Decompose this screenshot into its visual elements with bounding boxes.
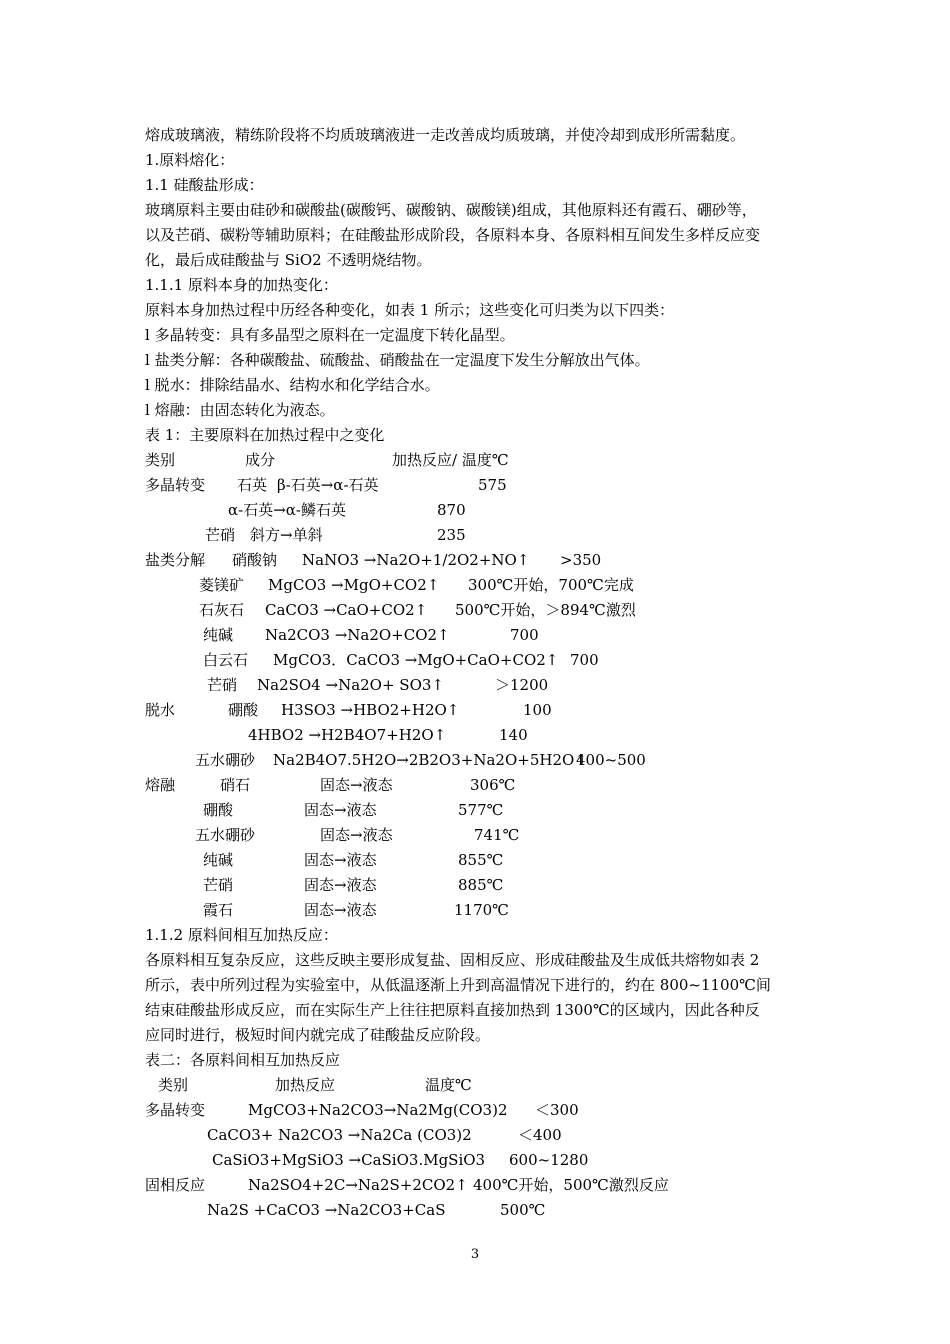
- table1-cell: 700: [570, 651, 599, 669]
- table1-cell: 固态→液态: [320, 826, 393, 844]
- table1-cell: 斜方→单斜: [250, 526, 323, 544]
- bullet-item: l 盐类分解：各种碳酸盐、硫酸盐、硝酸盐在一定温度下发生分解放出气体。: [145, 351, 650, 369]
- table1-cell: 固态→液态: [304, 876, 377, 894]
- bullet-item: l 脱水：排除结晶水、结构水和化学结合水。: [145, 376, 440, 394]
- heading-1-1: 1.1 硅酸盐形成：: [145, 176, 264, 194]
- heading-1-1-1: 1.1.1 原料本身的加热变化：: [145, 276, 338, 294]
- table2-cell: 400℃开始，500℃激烈反应: [473, 1176, 669, 1194]
- table1-cell: 五水硼砂: [195, 751, 256, 769]
- table2-cell: Na2SO4+2C→Na2S+2CO2↑: [248, 1176, 468, 1194]
- paragraph-line: 应同时进行，极短时间内就完成了硅酸盐反应阶段。: [145, 1026, 491, 1044]
- table1-cell: H3SO3 →HBO2+H2O↑: [281, 701, 460, 719]
- paragraph-line: 化，最后成硅酸盐与 SiO2 不透明烧结物。: [145, 251, 432, 269]
- table2-cell: ＜400: [518, 1126, 562, 1144]
- page-number: 3: [470, 1247, 480, 1262]
- table1-cell: 霞石: [203, 901, 234, 919]
- table1-cell: 芒硝: [203, 876, 234, 894]
- table1-cell: 白云石: [203, 651, 249, 669]
- paragraph-line: 所示，表中所列过程为实验室中，从低温逐渐上升到高温情况下进行的，约在 800~1100℃间: [145, 976, 771, 994]
- bullet-item: l 熔融：由固态转化为液态。: [145, 401, 335, 419]
- table1-cell: 4HBO2 →H2B4O7+H2O↑: [248, 726, 447, 744]
- table1-cell: 855℃: [458, 851, 504, 869]
- table2-cell: CaSiO3+MgSiO3 →CaSiO3.MgSiO3: [212, 1151, 486, 1169]
- table2-cell: MgCO3+Na2CO3→Na2Mg(CO3)2: [248, 1101, 508, 1119]
- table1-cell: 固态→液态: [304, 901, 377, 919]
- table2-cell: 固相反应: [145, 1176, 206, 1194]
- table1-cell: 870: [437, 501, 466, 519]
- table2-cell: ＜300: [535, 1101, 579, 1119]
- table1-cell: 固态→液态: [304, 851, 377, 869]
- table1-cell: 固态→液态: [320, 776, 393, 794]
- table1-cell: 885℃: [458, 876, 504, 894]
- table1-cell: 熔融: [145, 776, 176, 794]
- table1-header-category: 类别: [145, 451, 176, 469]
- table1-cell: 400~500: [576, 751, 646, 769]
- table1-cell: Na2CO3 →Na2O+CO2↑: [265, 626, 450, 644]
- paragraph-line: 各原料相互复杂反应，这些反映主要形成复盐、固相反应、形成硅酸盐及生成低共熔物如表 2: [145, 951, 760, 969]
- table1-cell: 300℃开始，700℃完成: [468, 576, 634, 594]
- table2-header-category: 类别: [158, 1076, 189, 1094]
- table1-cell: 硼酸: [228, 701, 259, 719]
- table1-cell: 盐类分解: [145, 551, 206, 569]
- table1-cell: 500℃开始，＞894℃激烈: [455, 601, 636, 619]
- heading-1: 1.原料熔化：: [145, 151, 235, 169]
- table1-cell: NaNO3 →Na2O+1/2O2+NO↑: [302, 551, 530, 569]
- table2-caption: 表二：各原料间相互加热反应: [145, 1051, 341, 1069]
- paragraph-line: 以及芒硝、碳粉等辅助原料；在硅酸盐形成阶段，各原料本身、各原料相互间发生多样反应变: [145, 226, 761, 244]
- table1-cell: CaCO3 →CaO+CO2↑: [265, 601, 428, 619]
- table2-cell: CaCO3+ Na2CO3 →Na2Ca (CO3)2: [207, 1126, 472, 1144]
- heading-1-1-2: 1.1.2 原料间相互加热反应：: [145, 926, 338, 944]
- paragraph-line: 玻璃原料主要由硅砂和碳酸盐(碳酸钙、碳酸钠、碳酸镁)组成，其他原料还有霞石、硼砂等，: [145, 201, 757, 219]
- table1-cell: Na2SO4 →Na2O+ SO3↑: [257, 676, 444, 694]
- table1-cell: 芒硝: [205, 526, 236, 544]
- table2-cell: 600~1280: [509, 1151, 589, 1169]
- table2-header-reaction: 加热反应: [275, 1076, 336, 1094]
- table2-cell: 多晶转变: [145, 1101, 206, 1119]
- table1-cell: 石英: [237, 476, 268, 494]
- table1-cell: 140: [499, 726, 528, 744]
- table1-cell: 577℃: [458, 801, 504, 819]
- table2-cell: 500℃: [500, 1201, 546, 1219]
- table1-cell: 1170℃: [454, 901, 509, 919]
- table1-cell: 多晶转变: [145, 476, 206, 494]
- table2-cell: Na2S +CaCO3 →Na2CO3+CaS: [207, 1201, 446, 1219]
- table1-cell: 石灰石: [199, 601, 245, 619]
- table1-cell: 100: [523, 701, 552, 719]
- table1-cell: 硝酸钠: [232, 551, 278, 569]
- table1-cell: Na2B4O7.5H2O→2B2O3+Na2O+5H2O↑: [273, 751, 587, 769]
- table1-cell: 纯碱: [203, 626, 234, 644]
- table1-cell: MgCO3．CaCO3 →MgO+CaO+CO2↑: [273, 651, 559, 669]
- table1-cell: 纯碱: [203, 851, 234, 869]
- table1-cell: MgCO3 →MgO+CO2↑: [268, 576, 440, 594]
- table1-cell: >350: [560, 551, 602, 569]
- table1-cell: 235: [437, 526, 466, 544]
- intro-text: 熔成玻璃液，精练阶段将不均质玻璃液进一走改善成均质玻璃，并使冷却到成形所需黏度。: [145, 126, 746, 144]
- table1-cell: 575: [478, 476, 507, 494]
- table1-cell: 741℃: [474, 826, 520, 844]
- table1-cell: α-石英→α-鳞石英: [228, 501, 346, 519]
- table1-cell: 硼酸: [203, 801, 234, 819]
- paragraph-line: 原料本身加热过程中历经各种变化，如表 1 所示；这些变化可归类为以下四类：: [145, 301, 675, 319]
- table1-header-reaction: 加热反应/ 温度℃: [392, 451, 509, 469]
- table1-cell: ＞1200: [495, 676, 549, 694]
- table1-header-component: 成分: [245, 451, 276, 469]
- bullet-item: l 多晶转变：具有多晶型之原料在一定温度下转化晶型。: [145, 326, 515, 344]
- table1-cell: 菱镁矿: [199, 576, 245, 594]
- table1-cell: 脱水: [145, 701, 176, 719]
- table1-cell: 五水硼砂: [195, 826, 256, 844]
- table1-cell: 306℃: [470, 776, 516, 794]
- table1-cell: β-石英→α-石英: [277, 476, 379, 494]
- table1-caption: 表 1：主要原料在加热过程中之变化: [145, 426, 385, 444]
- table1-cell: 700: [510, 626, 539, 644]
- table1-cell: 硝石: [220, 776, 251, 794]
- table1-cell: 固态→液态: [304, 801, 377, 819]
- table2-header-temperature: 温度℃: [425, 1076, 472, 1094]
- paragraph-line: 结束硅酸盐形成反应，而在实际生产上往往把原料直接加热到 1300℃的区域内，因此各种反: [145, 1001, 760, 1019]
- table1-cell: 芒硝: [207, 676, 238, 694]
